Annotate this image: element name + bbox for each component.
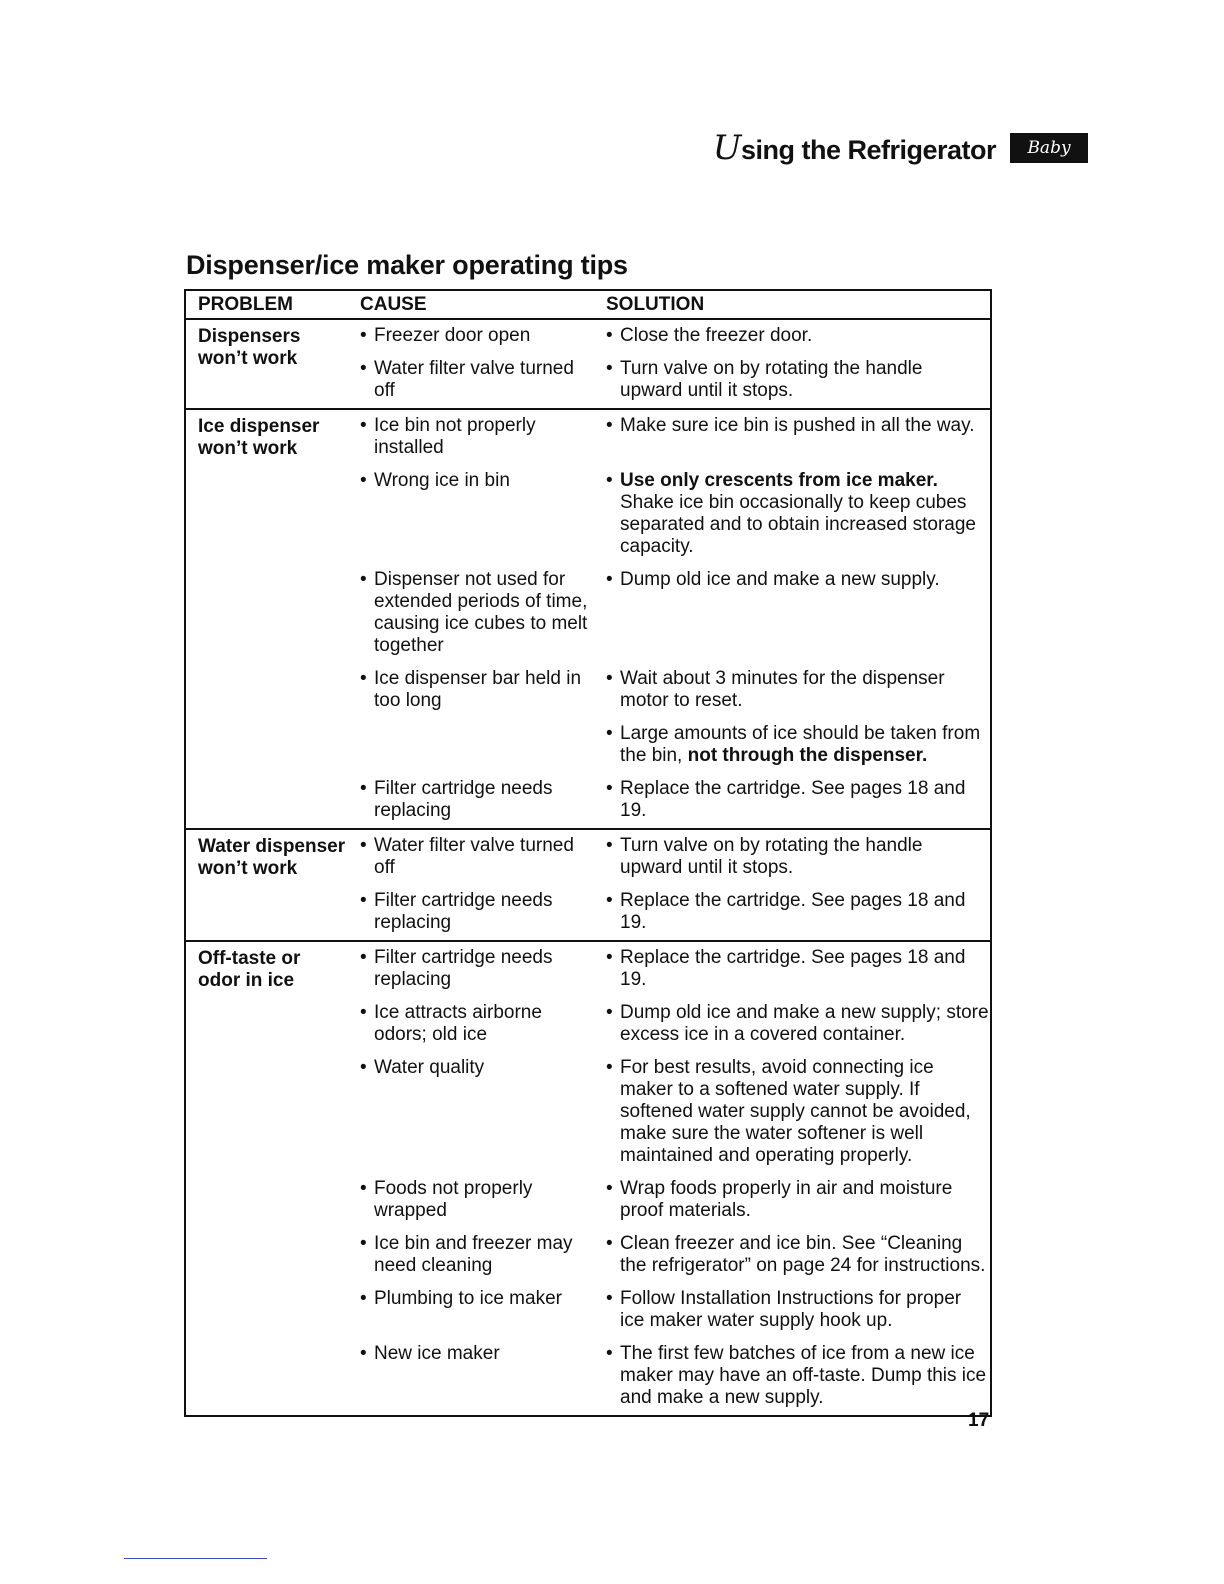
- cause-text: • Ice bin and freezer may need cleaning: [360, 1233, 594, 1277]
- cause-cell: [348, 1052, 594, 1173]
- cause-text: • Plumbing to ice maker: [360, 1288, 594, 1310]
- cause-text: • Filter cartridge needs replacing: [360, 890, 594, 934]
- problem-cell: [185, 829, 348, 941]
- table-row: [185, 941, 991, 997]
- problem-line: won’t work: [198, 348, 298, 369]
- cause-cell-empty: [348, 718, 594, 773]
- solution-cell: [594, 663, 991, 718]
- solution-cell: [594, 465, 991, 564]
- solution-text: • Clean freezer and ice bin. See “Cleaning the refrigerator” on page 24 for instructions.: [606, 1233, 990, 1277]
- cause-text: • Wrong ice in bin: [360, 470, 594, 492]
- problem-line: Ice dispenser: [198, 416, 320, 437]
- solution-cell: [594, 718, 991, 773]
- solution-cell: [594, 1228, 991, 1283]
- solution-cell: [594, 1283, 991, 1338]
- problem-line: odor in ice: [198, 970, 295, 991]
- solution-text: • For best results, avoid connecting ice maker to a softened water supply. If softened water supply cannot be avoided, make sure the water softener is well maintained and operating properly.: [606, 1057, 990, 1167]
- solution-cell: [594, 564, 991, 663]
- solution-cell: [594, 1173, 991, 1228]
- cause-text: • Ice dispenser bar held in too long: [360, 668, 594, 712]
- cause-text: • Freezer door open: [360, 325, 594, 347]
- solution-text: • Replace the cartridge. See pages 18 and 19.: [606, 778, 990, 822]
- page-title: Dispenser/ice maker operating tips: [186, 250, 628, 280]
- solution-text: [606, 470, 990, 558]
- solution-text: • Replace the cartridge. See pages 18 and 19.: [606, 890, 990, 934]
- troubleshooting-table: [184, 289, 992, 1417]
- section-logo-text: Baby: [1027, 138, 1071, 158]
- solution-emphasis: Use only crescents from ice maker.: [620, 470, 938, 491]
- table-row: [185, 319, 991, 353]
- solution-text: • Turn valve on by rotating the handle upward until it stops.: [606, 835, 990, 879]
- solution-emphasis: not through the dispenser.: [687, 745, 928, 766]
- cause-text: • Foods not properly wrapped: [360, 1178, 594, 1222]
- solution-cell: [594, 319, 991, 353]
- solution-cell: [594, 885, 991, 941]
- solution-text: • Wait about 3 minutes for the dispenser motor to reset.: [606, 668, 990, 712]
- cause-cell: [348, 829, 594, 885]
- cause-cell: [348, 319, 594, 353]
- cause-text: • Ice bin not properly installed: [360, 415, 594, 459]
- problem-cell: [185, 319, 348, 409]
- problem-line: Water dispenser: [198, 836, 346, 857]
- solution-text: [606, 723, 990, 767]
- cause-cell: [348, 773, 594, 829]
- solution-text: • Follow Installation Instructions for proper ice maker water supply hook up.: [606, 1288, 990, 1332]
- solution-cell: [594, 941, 991, 997]
- solution-cell: [594, 829, 991, 885]
- page-number: 17: [968, 1410, 990, 1431]
- solution-detail: Large amounts of ice should be taken from the bin,: [620, 723, 981, 766]
- problem-line: Off-taste or: [198, 948, 301, 969]
- cause-cell: [348, 997, 594, 1052]
- solution-text: • Replace the cartridge. See pages 18 and 19.: [606, 947, 990, 991]
- cause-text: • Filter cartridge needs replacing: [360, 778, 594, 822]
- cause-text: • Water filter valve turned off: [360, 835, 594, 879]
- solution-cell: [594, 773, 991, 829]
- problem-cell: [185, 941, 348, 1416]
- solution-text: • Turn valve on by rotating the handle upward until it stops.: [606, 358, 990, 402]
- solution-text: • Dump old ice and make a new supply.: [606, 569, 990, 591]
- solution-text: • Dump old ice and make a new supply; store excess ice in a covered container.: [606, 1002, 990, 1046]
- solution-text: • The first few batches of ice from a new ice maker may have an off-taste. Dump this ice and make a new supply.: [606, 1343, 990, 1409]
- solution-cell: [594, 353, 991, 409]
- solution-cell: [594, 1052, 991, 1173]
- table-row: [185, 829, 991, 885]
- section-title-initial: U: [712, 128, 741, 168]
- solution-cell: [594, 1338, 991, 1416]
- cause-text: • Ice attracts airborne odors; old ice: [360, 1002, 594, 1046]
- cause-cell: [348, 1173, 594, 1228]
- section-title: [713, 128, 996, 168]
- cause-cell: [348, 1338, 594, 1416]
- solution-text: • Close the freezer door.: [606, 325, 990, 347]
- problem-group-dispensers: [185, 319, 991, 409]
- solution-cell: [594, 997, 991, 1052]
- table-row: [185, 409, 991, 465]
- cause-cell: [348, 409, 594, 465]
- cause-cell: [348, 941, 594, 997]
- cause-text: • Water filter valve turned off: [360, 358, 594, 402]
- problem-cell: [185, 409, 348, 829]
- cause-text: • New ice maker: [360, 1343, 594, 1365]
- solution-cell: [594, 409, 991, 465]
- column-header-problem: PROBLEM: [185, 290, 348, 319]
- cause-cell: [348, 465, 594, 564]
- cause-cell: [348, 564, 594, 663]
- cause-cell: [348, 885, 594, 941]
- solution-text: • Make sure ice bin is pushed in all the way.: [606, 415, 990, 437]
- page-header: [713, 128, 1088, 168]
- cause-cell: [348, 663, 594, 718]
- table-header: [185, 290, 991, 319]
- column-header-cause: CAUSE: [348, 290, 594, 319]
- section-logo: [1010, 133, 1088, 163]
- cause-text: • Filter cartridge needs replacing: [360, 947, 594, 991]
- section-title-rest: sing the Refrigerator: [740, 135, 996, 165]
- problem-group-ice-dispenser: [185, 409, 991, 829]
- problem-line: won’t work: [198, 438, 298, 459]
- cause-cell: [348, 353, 594, 409]
- cause-cell: [348, 1228, 594, 1283]
- problem-group-water-dispenser: [185, 829, 991, 941]
- cause-cell: [348, 1283, 594, 1338]
- solution-detail: Shake ice bin occasionally to keep cubes separated and to obtain increased storage capacity.: [620, 492, 976, 557]
- cause-text: • Dispenser not used for extended periods of time, causing ice cubes to melt together: [360, 569, 594, 657]
- solution-text: • Wrap foods properly in air and moisture proof materials.: [606, 1178, 990, 1222]
- problem-line: Dispensers: [198, 326, 301, 347]
- cause-text: • Water quality: [360, 1057, 594, 1079]
- column-header-solution: SOLUTION: [594, 290, 991, 319]
- table-header-row: [185, 290, 991, 319]
- footer-rule: [124, 1558, 267, 1559]
- problem-line: won’t work: [198, 858, 298, 879]
- problem-group-off-taste: [185, 941, 991, 1416]
